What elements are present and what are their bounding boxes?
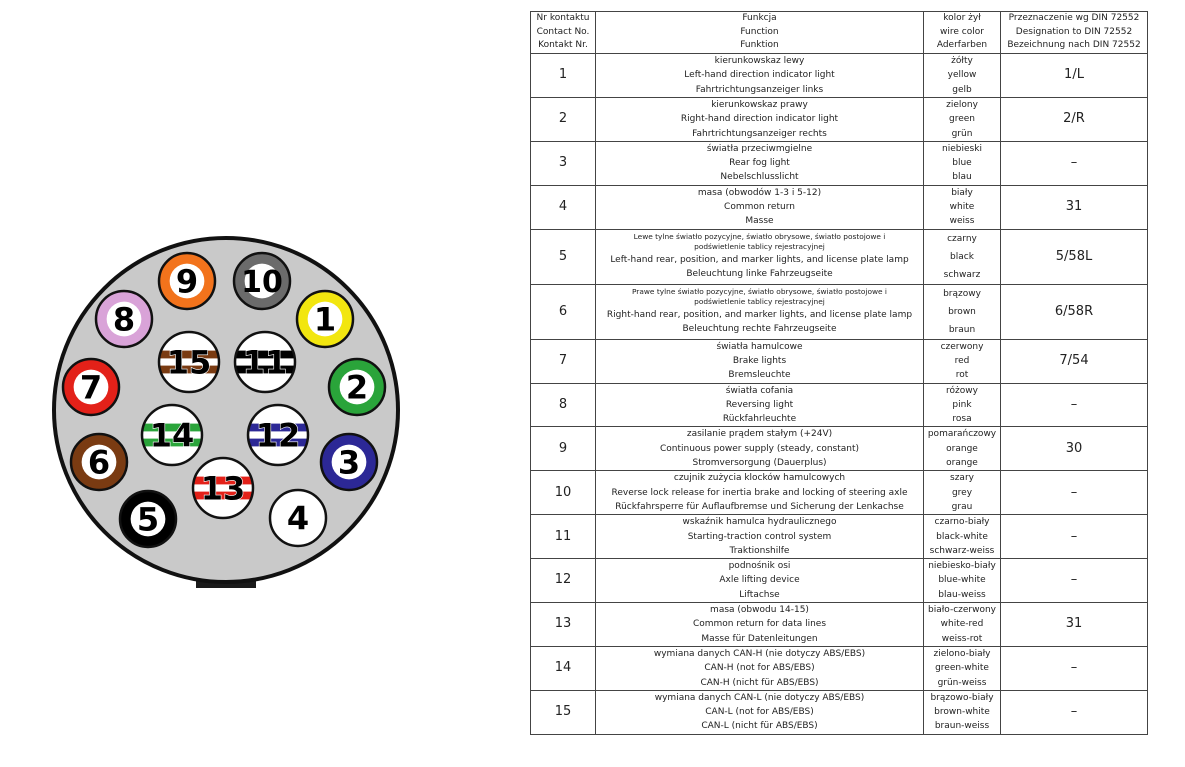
wire-color-text: różowy <box>946 385 978 396</box>
function-text: Liftachse <box>739 589 780 600</box>
function-text: Right-hand rear, position, and marker lights, and license plate lamp <box>606 309 913 320</box>
wire-color-text: grün-weiss <box>937 677 987 688</box>
pin-3 <box>321 434 377 490</box>
wire-color-text: zielony <box>946 100 978 110</box>
header-din-designation: Przeznaczenie wg DIN 72552 Designation to DIN 72552 Bezeichnung nach DIN 72552 <box>1001 12 1148 54</box>
table-row <box>531 98 1148 142</box>
function-text: czujnik zużycia klocków hamulcowych <box>673 473 846 484</box>
wire-color-text: brown-white <box>934 707 990 718</box>
function-text: kierunkowskaz prawy <box>711 100 808 110</box>
din-designation-cell: – <box>1001 690 1148 734</box>
wire-color-text: blau-weiss <box>938 589 986 600</box>
function-text: CAN-L (not for ABS/EBS) <box>705 707 814 718</box>
function-text: masa (obwodu 14-15) <box>710 605 809 616</box>
function-text: zasilanie prądem stałym (+24V) <box>686 429 833 440</box>
table-row <box>531 603 1148 647</box>
pin-13 <box>193 458 253 518</box>
function-text: Rückfahrleuchte <box>722 414 797 425</box>
function-text: Masse für Datenleitungen <box>701 633 818 644</box>
function-text: Lewe tylne światło pozycyjne, światło obrysowe, światło postojowe i <box>633 232 886 242</box>
contact-number-cell: 7 <box>531 339 596 383</box>
din-designation-cell: 31 <box>1001 603 1148 647</box>
function-text: Common return for data lines <box>692 619 827 630</box>
function-text: Fahrtrichtungsanzeiger rechts <box>692 128 827 139</box>
function-cell <box>596 603 924 647</box>
pin-14 <box>142 405 202 465</box>
wire-color-text: biało-czerwony <box>927 605 996 616</box>
contact-number-cell: 9 <box>531 427 596 471</box>
wire-color-text: blue <box>952 158 972 169</box>
pin-number-label: 14 <box>149 416 195 455</box>
function-text: podświetlenie tablicy rejestracyjnej <box>694 297 825 307</box>
table-row <box>531 229 1148 284</box>
pin-9 <box>159 253 215 309</box>
pin-10 <box>234 253 290 309</box>
contact-number-cell: 14 <box>531 646 596 690</box>
contact-number-cell: 4 <box>531 185 596 229</box>
table-row <box>531 515 1148 559</box>
pin-number-label: 12 <box>255 416 301 455</box>
wire-color-text: żółty <box>951 56 973 67</box>
wire-color-text: grey <box>951 487 973 498</box>
header-wire-color: kolor żył wire color Aderfarben <box>924 12 1001 54</box>
wire-color-text: orange <box>946 443 978 454</box>
table-row <box>531 471 1148 515</box>
wire-color-text: gelb <box>952 84 972 95</box>
pin-number-label: 4 <box>286 499 310 538</box>
wire-color-cell <box>924 646 1001 690</box>
wire-color-text: czerwony <box>940 341 984 352</box>
din-designation-cell: 7/54 <box>1001 339 1148 383</box>
contact-number-cell: 5 <box>531 229 596 284</box>
table-row <box>531 339 1148 383</box>
pin-number-label: 5 <box>136 500 160 539</box>
function-cell <box>596 98 924 142</box>
din-designation-cell: 30 <box>1001 427 1148 471</box>
function-text: masa (obwodów 1-3 i 5-12) <box>697 187 822 198</box>
pin-4 <box>270 490 326 546</box>
din-designation-cell: – <box>1001 141 1148 185</box>
function-text: Rear fog light <box>729 158 790 169</box>
pin-number-label: 1 <box>313 300 337 339</box>
pin-8 <box>96 291 152 347</box>
wire-color-text: niebieski <box>942 143 982 154</box>
contact-number-cell: 15 <box>531 690 596 734</box>
connector-diagram <box>0 0 520 767</box>
table-row <box>531 427 1148 471</box>
contact-number-cell: 3 <box>531 141 596 185</box>
contact-number-cell: 10 <box>531 471 596 515</box>
wire-color-text: yellow <box>947 70 977 81</box>
function-text: Reverse lock release for inertia brake and locking of steering axle <box>611 487 908 498</box>
wire-color-text: green-white <box>935 663 989 674</box>
wire-color-text: grau <box>951 501 973 512</box>
function-text: wymiana danych CAN-L (nie dotyczy ABS/EBS) <box>654 692 865 703</box>
wire-color-text: niebiesko-biały <box>928 561 996 572</box>
function-text: światła hamulcowe <box>716 341 803 352</box>
wire-color-cell <box>924 559 1001 603</box>
wire-color-cell <box>924 229 1001 284</box>
pin-7 <box>63 359 119 415</box>
contact-number-cell: 11 <box>531 515 596 559</box>
function-text: CAN-L (nicht für ABS/EBS) <box>701 721 818 732</box>
din-designation-cell: 5/58L <box>1001 229 1148 284</box>
wire-color-text: blau <box>952 172 972 183</box>
function-text: światła przeciwmgielne <box>706 143 813 154</box>
wire-color-cell <box>924 185 1001 229</box>
pin-number-label: 10 <box>241 264 283 300</box>
pin-1 <box>297 291 353 347</box>
wire-color-text: weiss-rot <box>941 633 983 644</box>
wire-color-cell <box>924 603 1001 647</box>
table-row <box>531 284 1148 339</box>
function-text: CAN-H (nicht für ABS/EBS) <box>700 677 819 688</box>
wire-color-text: pomarańczowy <box>927 429 997 440</box>
function-cell <box>596 515 924 559</box>
function-cell <box>596 383 924 427</box>
function-text: Continuous power supply (steady, constant) <box>659 443 860 454</box>
function-text: Brake lights <box>732 355 787 366</box>
function-cell <box>596 559 924 603</box>
function-text: Beleuchtung linke Fahrzeugseite <box>686 268 833 279</box>
wire-color-text: white <box>949 202 975 213</box>
contact-number-cell: 8 <box>531 383 596 427</box>
wire-color-cell <box>924 471 1001 515</box>
contact-number-cell: 12 <box>531 559 596 603</box>
wire-color-text: zielono-biały <box>933 648 991 659</box>
din-designation-cell: 31 <box>1001 185 1148 229</box>
pin-number-label: 13 <box>200 469 246 508</box>
wire-color-cell <box>924 515 1001 559</box>
din-designation-cell: – <box>1001 646 1148 690</box>
function-cell <box>596 54 924 98</box>
table-row <box>531 559 1148 603</box>
din-designation-cell: – <box>1001 559 1148 603</box>
function-cell <box>596 284 924 339</box>
function-text: podnośnik osi <box>728 561 791 572</box>
pin-number-label: 3 <box>337 443 361 482</box>
pin-number-label: 8 <box>112 300 136 339</box>
function-text: CAN-H (not for ABS/EBS) <box>704 663 815 674</box>
wire-color-text: brązowo-biały <box>930 692 994 703</box>
pin-assignment-table <box>530 11 1148 735</box>
function-text: Traktionshilfe <box>729 545 790 556</box>
wire-color-cell <box>924 427 1001 471</box>
contact-number-cell: 13 <box>531 603 596 647</box>
wire-color-text: brown <box>948 306 976 317</box>
table-row <box>531 54 1148 98</box>
function-text: kierunkowskaz lewy <box>714 56 805 67</box>
function-text: podświetlenie tablicy rejestracyjnej <box>694 242 825 252</box>
pin-number-label: 7 <box>79 368 103 407</box>
wire-color-cell <box>924 284 1001 339</box>
wire-color-text: braun-weiss <box>934 721 990 732</box>
function-text: Right-hand direction indicator light <box>680 114 839 125</box>
wire-color-text: red <box>954 355 970 366</box>
wire-color-text: white-red <box>940 619 984 630</box>
header-contact-number: Nr kontaktu Contact No. Kontakt Nr. <box>531 12 596 54</box>
wire-color-cell <box>924 54 1001 98</box>
pin-number-label: 2 <box>345 368 369 407</box>
wire-color-text: braun <box>948 324 976 335</box>
wire-color-cell <box>924 339 1001 383</box>
pin-12 <box>248 405 308 465</box>
function-text: Common return <box>724 202 795 213</box>
contact-number-cell: 1 <box>531 54 596 98</box>
contact-number-cell: 2 <box>531 98 596 142</box>
wire-color-text: szary <box>950 473 974 484</box>
contact-number-cell: 6 <box>531 284 596 339</box>
wire-color-text: biały <box>951 187 973 198</box>
table-row <box>531 185 1148 229</box>
function-cell <box>596 229 924 284</box>
wire-color-text: rosa <box>952 414 972 425</box>
function-text: Bremsleuchte <box>728 370 791 381</box>
function-cell <box>596 471 924 515</box>
wire-color-text: grün <box>951 128 973 139</box>
function-cell <box>596 427 924 471</box>
wire-color-text: black <box>950 251 974 262</box>
function-cell <box>596 646 924 690</box>
pin-number-label: 6 <box>87 443 111 482</box>
pin-11 <box>235 332 295 392</box>
function-cell <box>596 690 924 734</box>
function-text: Beleuchtung rechte Fahrzeugseite <box>682 323 837 334</box>
wire-color-text: schwarz-weiss <box>929 545 995 556</box>
function-text: Stromversorgung (Dauerplus) <box>692 458 827 469</box>
function-text: Left-hand direction indicator light <box>684 70 835 81</box>
function-text: wskaźnik hamulca hydraulicznego <box>682 517 837 528</box>
din-designation-cell: – <box>1001 383 1148 427</box>
wire-color-text: schwarz <box>943 269 981 280</box>
function-cell <box>596 141 924 185</box>
din-designation-cell: 6/58R <box>1001 284 1148 339</box>
wire-color-cell <box>924 690 1001 734</box>
function-text: Nebelschlusslicht <box>720 172 799 183</box>
wire-color-cell <box>924 141 1001 185</box>
table-row <box>531 141 1148 185</box>
pin-5 <box>120 491 176 547</box>
wire-color-text: weiss <box>949 216 975 227</box>
wire-color-text: czarny <box>947 233 977 244</box>
function-text: Prawe tylne światło pozycyjne, światło obrysowe, światło postojowe i <box>631 287 887 297</box>
wire-color-text: orange <box>946 458 978 469</box>
function-text: Masse <box>745 216 774 227</box>
pin-number-label: 15 <box>166 343 212 382</box>
wire-color-cell <box>924 98 1001 142</box>
table-row <box>531 646 1148 690</box>
function-text: Reversing light <box>725 399 794 410</box>
function-text: Starting-traction control system <box>687 531 832 542</box>
table-row <box>531 690 1148 734</box>
din-designation-cell: 1/L <box>1001 54 1148 98</box>
function-text: Rückfahrsperre für Auflaufbremse und Sicherung der Lenkachse <box>615 501 904 512</box>
function-cell <box>596 339 924 383</box>
pin-2 <box>329 359 385 415</box>
pin-6 <box>71 434 127 490</box>
table-row <box>531 383 1148 427</box>
pin-number-label: 9 <box>175 262 199 301</box>
wire-color-text: czarno-biały <box>934 517 990 528</box>
pin-number-label: 11 <box>242 343 288 382</box>
wire-color-text: brązowy <box>943 288 981 299</box>
function-text: światła cofania <box>725 385 794 396</box>
table-header-row <box>531 12 1148 54</box>
header-function: Funkcja Function Funktion <box>596 12 924 54</box>
din-designation-cell: – <box>1001 471 1148 515</box>
wire-color-text: pink <box>952 399 972 410</box>
din-designation-cell: 2/R <box>1001 98 1148 142</box>
function-text: Axle lifting device <box>719 575 800 586</box>
wire-color-text: rot <box>955 370 969 381</box>
function-text: wymiana danych CAN-H (nie dotyczy ABS/EBS) <box>653 648 866 659</box>
wire-color-text: blue-white <box>938 575 986 586</box>
din-designation-cell: – <box>1001 515 1148 559</box>
wire-color-text: black-white <box>936 531 988 542</box>
function-cell <box>596 185 924 229</box>
function-text: Fahrtrichtungsanzeiger links <box>695 84 824 95</box>
pin-15 <box>159 332 219 392</box>
wire-color-cell <box>924 383 1001 427</box>
function-text: Left-hand rear, position, and marker lights, and license plate lamp <box>610 254 909 265</box>
wire-color-text: green <box>949 114 975 125</box>
